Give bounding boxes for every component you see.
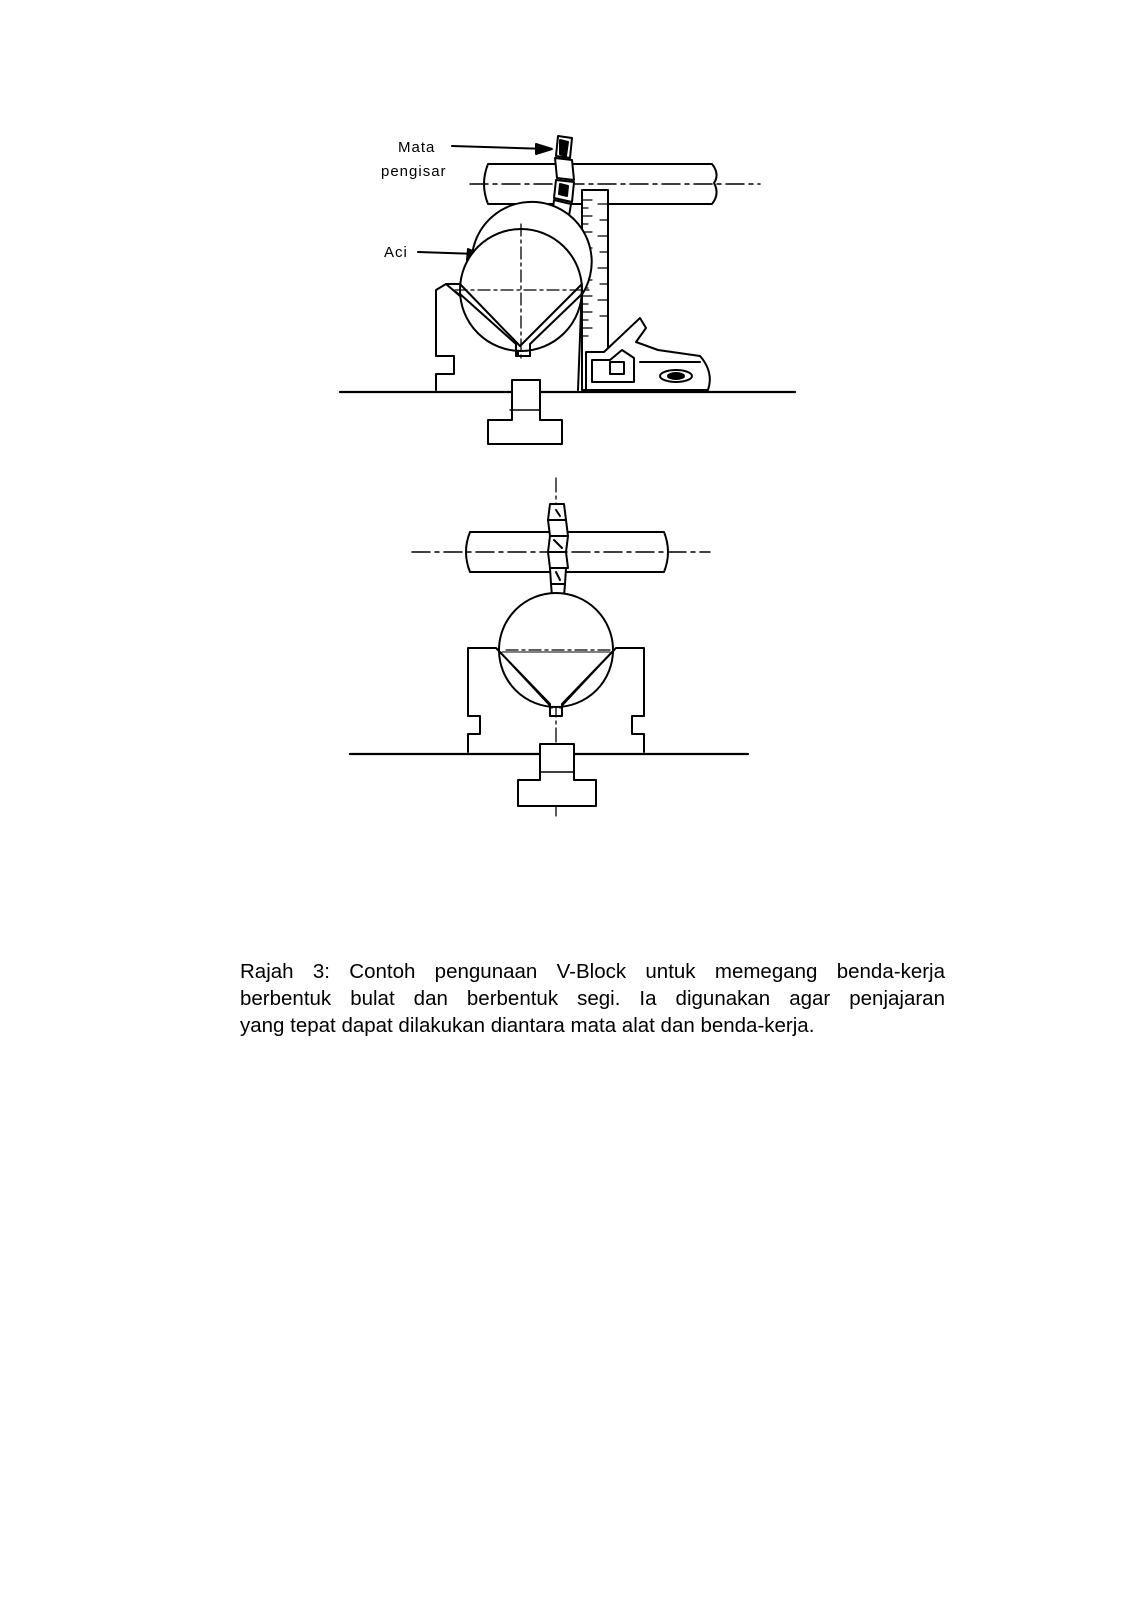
tslot-top (488, 380, 562, 444)
arrow-to-cutter (452, 144, 552, 154)
milling-cutter-bottom (548, 504, 568, 596)
caption-line: Rajah 3: Contoh pengunaan V-Block untuk memegang benda-kerja (240, 960, 945, 983)
round-workpiece-bottom (499, 593, 613, 707)
round-workpiece-top (455, 202, 592, 360)
caption-line: berbentuk bulat dan berbentuk segi. Ia digunakan agar penjajaran (240, 987, 945, 1010)
top-diagram (340, 136, 795, 444)
bottom-diagram (350, 478, 748, 816)
label-mata: Mata (398, 139, 436, 156)
label-pengisar: pengisar (381, 163, 447, 180)
caption-line: yang tepat dapat dilakukan diantara mata alat dan benda-kerja. (240, 1014, 815, 1037)
figure-caption (240, 958, 945, 1039)
label-aci: Aci (384, 244, 408, 261)
arbor-top (470, 164, 760, 204)
